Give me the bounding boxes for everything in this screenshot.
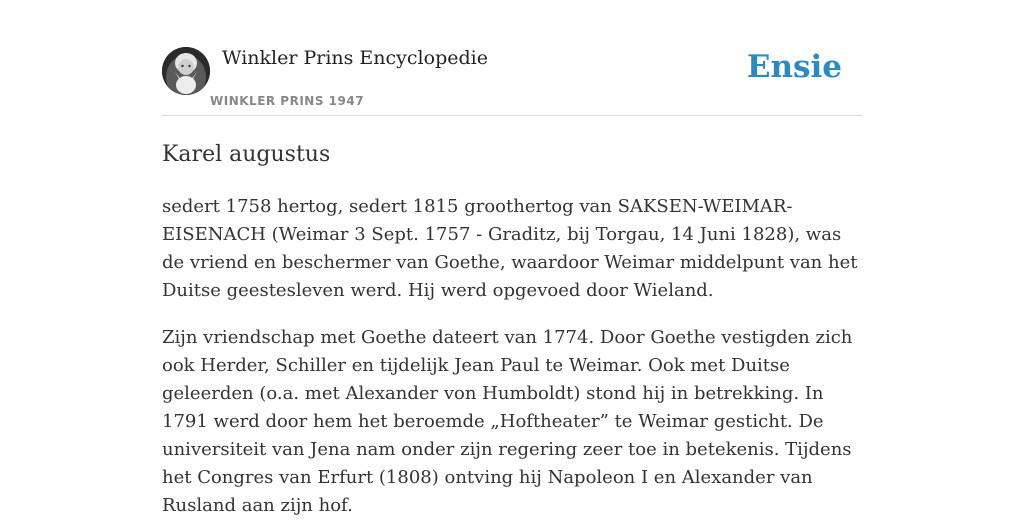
author-avatar[interactable] (162, 47, 210, 95)
site-name[interactable]: Winkler Prins Encyclopedie (222, 47, 488, 69)
article-card (162, 40, 862, 520)
source-label: WINKLER PRINS 1947 (210, 94, 365, 108)
article-header (162, 40, 862, 116)
article-paragraph: Zijn vriendschap met Goethe dateert van 1774. Door Goethe vestigden zich ook Herder, Schiller en tijdelijk Jean Paul te Weimar. Ook met Duitse geleerden (o.a. met Alexander von Humboldt) stond hij in betrekking. In 1791 werd door hem het beroemde „Hoftheater” te Weimar gesticht. De universiteit van Jena nam onder zijn regering zeer toe in betekenis. Tijdens het Congres van Erfurt (1808) ontving hij Napoleon I en Alexander van Rusland aan zijn hof. (162, 327, 853, 516)
article-title: Karel augustus (162, 142, 331, 167)
bearded-man-portrait-icon (162, 47, 210, 95)
article-paragraph: sedert 1758 hertog, sedert 1815 groothertog van SAKSEN-WEIMAR-EISENACH (Weimar 3 Sept. 1757 - Graditz, bij Torgau, 14 Juni 1828), was de vriend en beschermer van Goethe, waardoor Weimar middelpunt van het Duitse geestesleven werd. Hij werd opgevoed door Wieland. (162, 196, 858, 301)
ensie-logo[interactable]: Ensie (746, 49, 842, 85)
